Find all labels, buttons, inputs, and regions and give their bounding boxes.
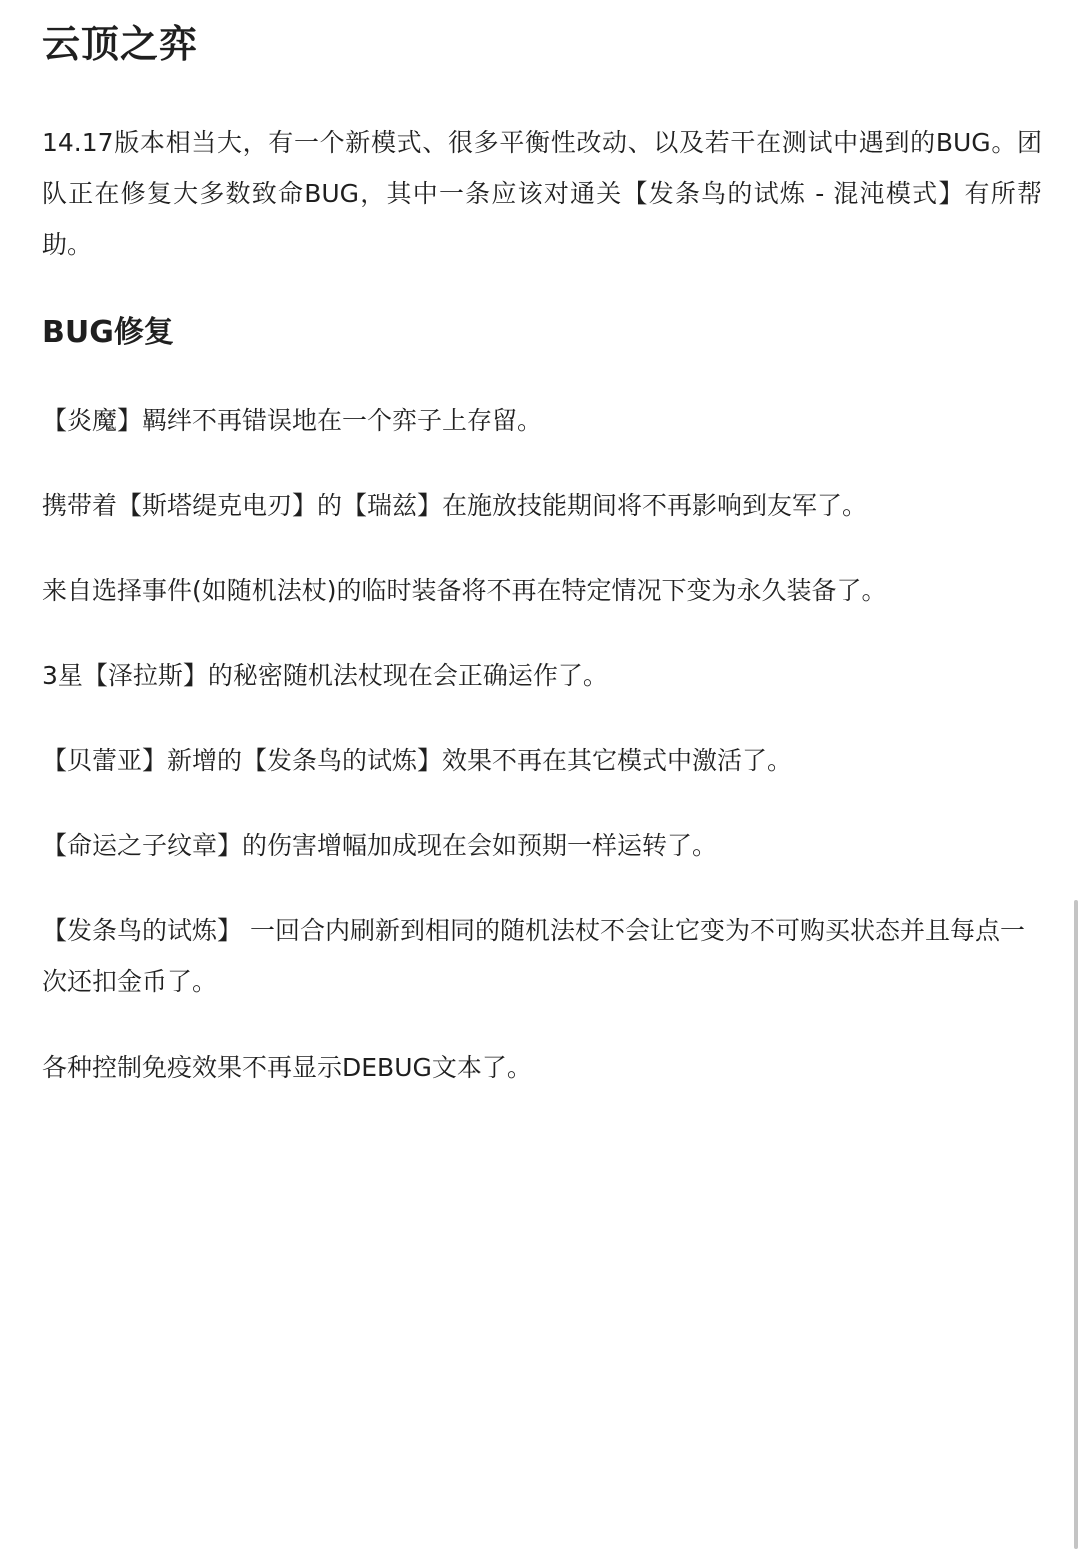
scrollbar[interactable]	[1072, 448, 1080, 1101]
intro-paragraph: 14.17版本相当大，有一个新模式、很多平衡性改动、以及若干在测试中遇到的BUG。团队正在修复大多数致命BUG，其中一条应该对通关【发条鸟的试炼 - 混沌模式】有所帮助。	[42, 128, 1042, 259]
section-heading-bug-fixes: BUG修复	[42, 315, 174, 350]
scrollbar-thumb[interactable]	[1074, 900, 1078, 1549]
bug-fix-item: 携带着【斯塔缇克电刃】的【瑞兹】在施放技能期间将不再影响到友军了。	[42, 491, 868, 520]
bug-fix-item: 各种控制免疫效果不再显示DEBUG文本了。	[42, 1053, 532, 1082]
bug-fix-item: 【贝蕾亚】新增的【发条鸟的试炼】效果不再在其它模式中激活了。	[42, 746, 793, 775]
bug-fix-item: 【命运之子纹章】的伤害增幅加成现在会如预期一样运转了。	[42, 831, 718, 860]
bug-fix-item: 3星【泽拉斯】的秘密随机法杖现在会正确运作了。	[42, 661, 608, 690]
bug-fix-item: 【炎魔】羁绊不再错误地在一个弈子上存留。	[42, 406, 543, 435]
page-title: 云顶之弈	[42, 22, 199, 66]
bug-fix-item: 来自选择事件(如随机法杖)的临时装备将不再在特定情况下变为永久装备了。	[42, 576, 887, 605]
bug-fix-item: 【发条鸟的试炼】 一回合内刷新到相同的随机法杖不会让它变为不可购买状态并且每点一次还扣金币了。	[42, 916, 1025, 996]
